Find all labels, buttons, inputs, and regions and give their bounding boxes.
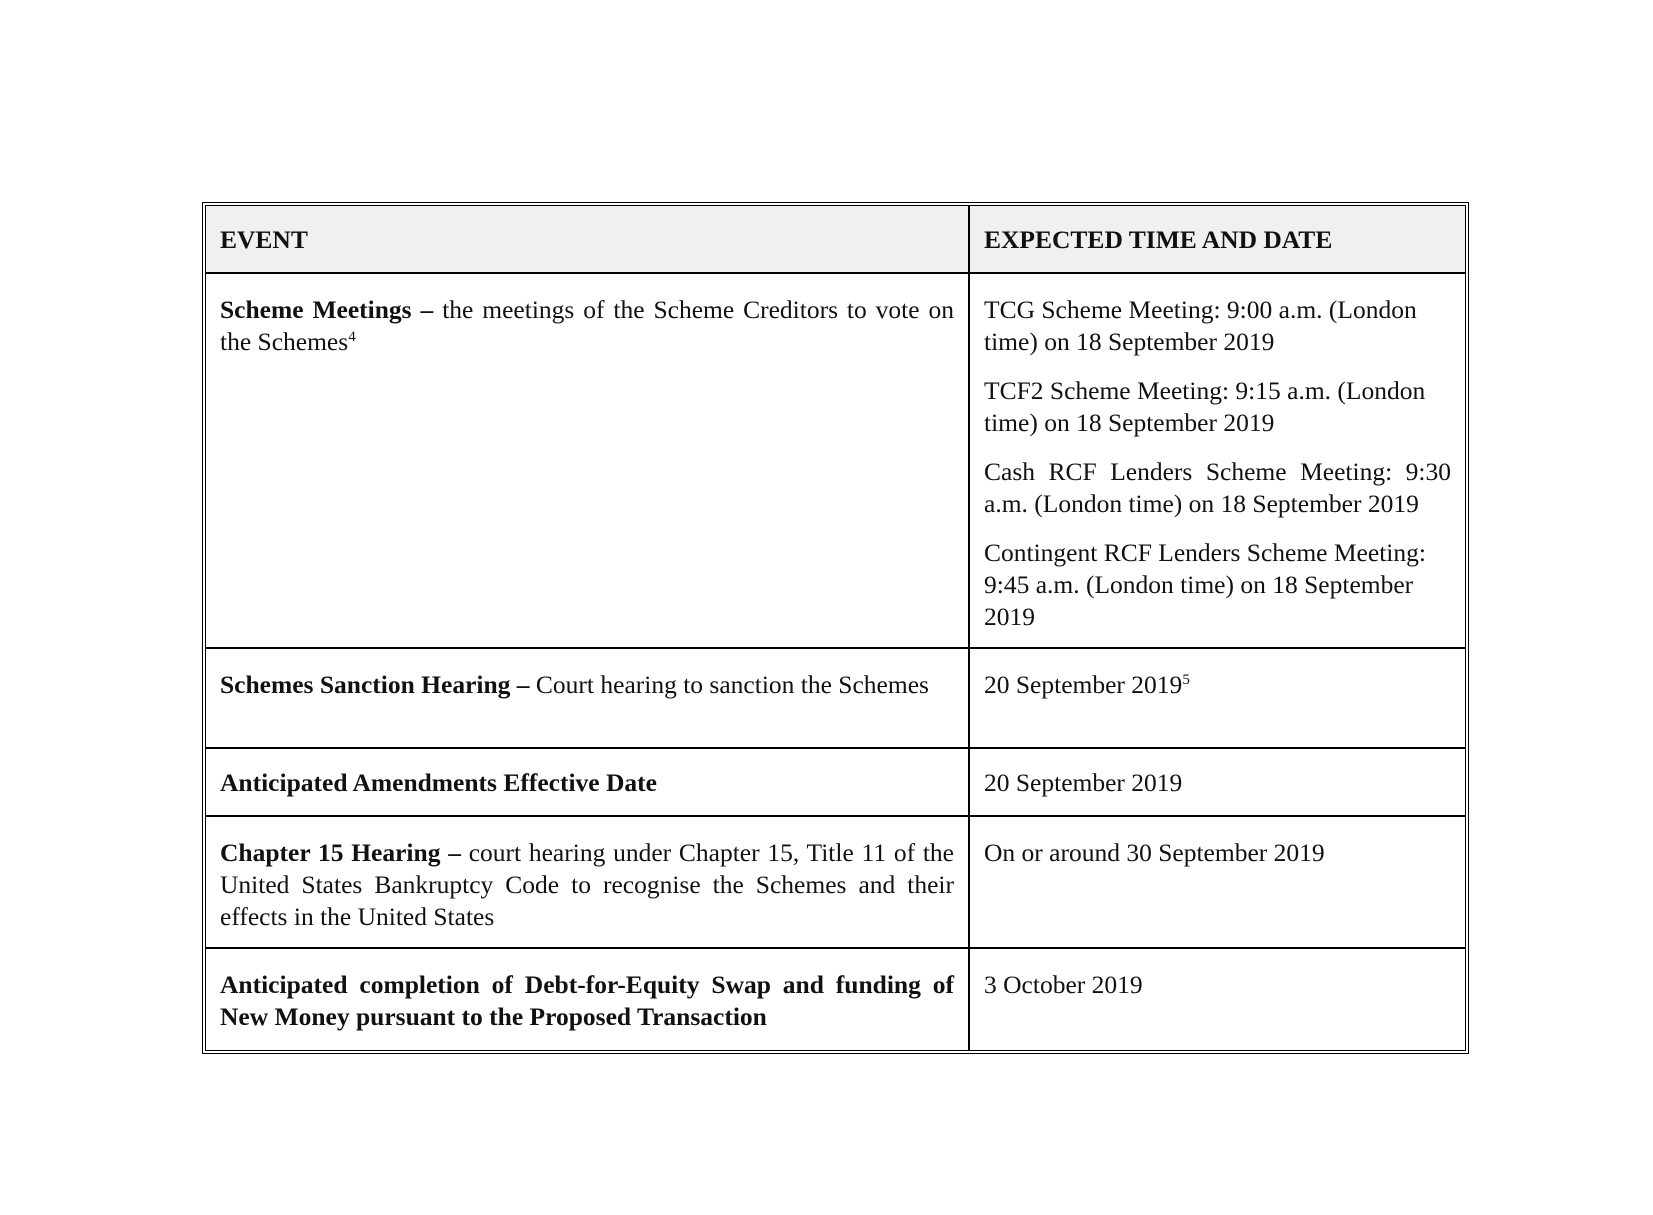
event-description: court hearing under Chapter 15, Title 11 of the United States Bankruptcy Code to recognise the Schemes and their effects in the United States <box>220 838 954 931</box>
event-time: On or around 30 September 2019 <box>984 838 1325 867</box>
event-description: the meetings of the Scheme Creditors to vote on the Schemes <box>220 295 954 356</box>
event-time: 3 October 2019 <box>984 970 1143 999</box>
header-row <box>206 206 1465 273</box>
time-cell <box>969 816 1465 948</box>
event-title: Chapter 15 Hearing – <box>220 838 461 867</box>
header-event: EVENT <box>206 206 969 273</box>
table-row-scheme-meetings <box>206 273 1465 648</box>
table-row-amendments <box>206 748 1465 816</box>
time-cell <box>969 648 1465 748</box>
event-title: Schemes Sanction Hearing – <box>220 670 530 699</box>
time-cell <box>969 948 1465 1050</box>
header-expected-time: EXPECTED TIME AND DATE <box>969 206 1465 273</box>
event-cell <box>206 648 969 748</box>
event-time: 20 September 2019 <box>984 768 1183 797</box>
footnote-marker: 4 <box>348 329 356 345</box>
event-title: Anticipated Amendments Effective Date <box>220 768 657 797</box>
event-description: Court hearing to sanction the Schemes <box>529 670 929 699</box>
event-cell <box>206 273 969 648</box>
timetable-table <box>206 206 1465 1050</box>
time-cell <box>969 748 1465 816</box>
table-row-debt-swap <box>206 948 1465 1050</box>
meeting-time-tcf2: TCF2 Scheme Meeting: 9:15 a.m. (London time) on 18 September 2019 <box>984 376 1426 437</box>
event-cell <box>206 816 969 948</box>
timetable <box>202 202 1469 1054</box>
footnote-marker: 5 <box>1182 672 1190 688</box>
event-time: 20 September 2019 <box>984 670 1183 699</box>
event-title: Scheme Meetings – <box>220 295 434 324</box>
table-row-sanction-hearing <box>206 648 1465 748</box>
event-title: Anticipated completion of Debt-for-Equity Swap and funding of New Money pursuant to the Proposed Transaction <box>220 970 954 1031</box>
table-row-chapter-15 <box>206 816 1465 948</box>
event-cell <box>206 948 969 1050</box>
meeting-time-contingent-rcf: Contingent RCF Lenders Scheme Meeting: 9:45 a.m. (London time) on 18 September 2019 <box>984 538 1426 631</box>
meeting-time-cash-rcf: Cash RCF Lenders Scheme Meeting: 9:30 a.m. (London time) on 18 September 2019 <box>984 457 1451 518</box>
time-cell <box>969 273 1465 648</box>
event-cell <box>206 748 969 816</box>
meeting-time-tcg: TCG Scheme Meeting: 9:00 a.m. (London time) on 18 September 2019 <box>984 295 1417 356</box>
